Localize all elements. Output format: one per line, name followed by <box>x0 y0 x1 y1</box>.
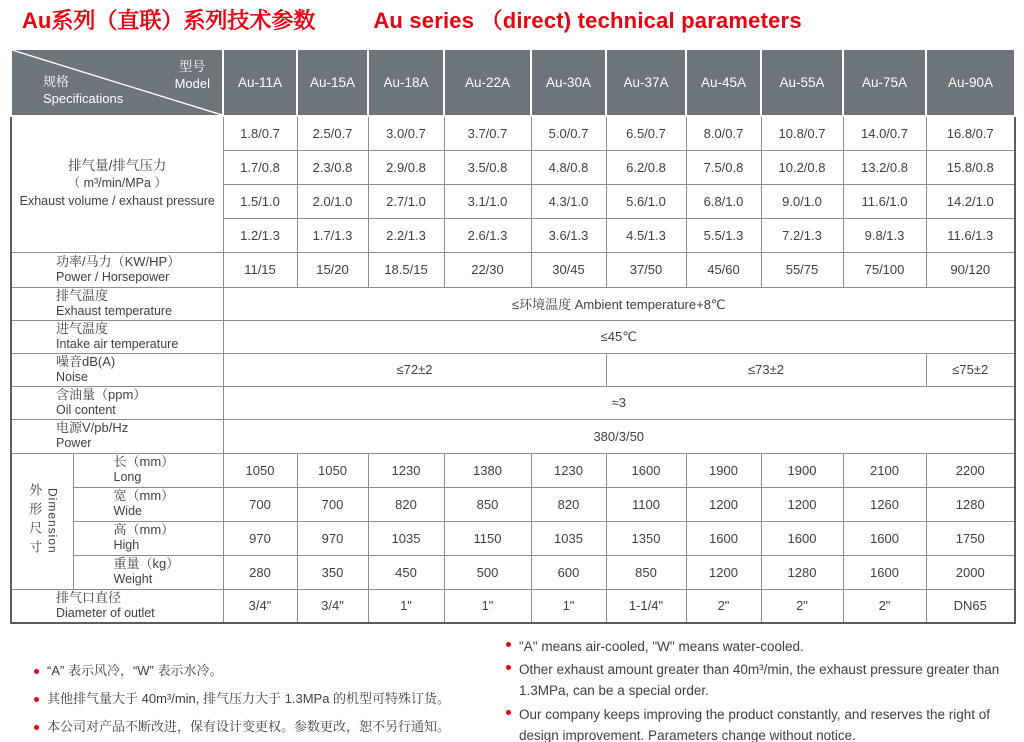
value-cell: 15.8/0.8 <box>926 150 1015 184</box>
value-cell: 3.6/1.3 <box>531 218 606 252</box>
value-cell: 4.3/1.0 <box>531 184 606 218</box>
model-header-cell: Au-18A <box>368 49 444 116</box>
power-supply-value: 380/3/50 <box>223 419 1015 453</box>
exhaust-row-1 <box>11 116 1015 150</box>
power-supply-row <box>11 419 1015 453</box>
noise-label: 噪音dB(A) Noise <box>11 353 223 386</box>
value-cell: 11/15 <box>223 252 297 287</box>
noise-value-1: ≤72±2 <box>223 353 606 386</box>
value-cell: 1.5/1.0 <box>223 184 297 218</box>
dimension-wide-row <box>11 487 1015 521</box>
value-cell: 1050 <box>297 453 368 487</box>
value-cell: 970 <box>297 521 368 555</box>
bullet-icon <box>34 725 39 730</box>
value-cell: 2.3/0.8 <box>297 150 368 184</box>
value-cell: 3/4" <box>297 589 368 623</box>
model-header-cell: Au-11A <box>223 49 297 116</box>
value-cell: 1280 <box>761 555 843 589</box>
value-cell: 1900 <box>686 453 761 487</box>
power-label: 功率/马力（KW/HP） Power / Horsepower <box>11 252 223 287</box>
value-cell: 2000 <box>926 555 1015 589</box>
value-cell: 90/120 <box>926 252 1015 287</box>
value-cell: 820 <box>368 487 444 521</box>
noise-value-2: ≤73±2 <box>606 353 926 386</box>
corner-cell <box>11 49 223 116</box>
model-header-cell: Au-22A <box>444 49 531 116</box>
value-cell: 1.7/0.8 <box>223 150 297 184</box>
value-cell: 850 <box>444 487 531 521</box>
value-cell: 1600 <box>606 453 686 487</box>
footnote-zh-3 <box>34 719 484 736</box>
value-cell: 15/20 <box>297 252 368 287</box>
value-cell: 1230 <box>368 453 444 487</box>
model-header-cell: Au-45A <box>686 49 761 116</box>
exhaust-label-en: Exhaust volume / exhaust pressure <box>19 194 215 209</box>
value-cell: 8.0/0.7 <box>686 116 761 150</box>
oil-content-row <box>11 386 1015 419</box>
corner-model-en: Model <box>174 75 210 91</box>
value-cell: 4.8/0.8 <box>531 150 606 184</box>
value-cell: 2" <box>843 589 926 623</box>
value-cell: 280 <box>223 555 297 589</box>
value-cell: 55/75 <box>761 252 843 287</box>
value-cell: 1" <box>444 589 531 623</box>
value-cell: 10.8/0.7 <box>761 116 843 150</box>
value-cell: 970 <box>223 521 297 555</box>
value-cell: 75/100 <box>843 252 926 287</box>
value-cell: 1380 <box>444 453 531 487</box>
dimension-long-row <box>11 453 1015 487</box>
value-cell: 2.6/1.3 <box>444 218 531 252</box>
value-cell: 500 <box>444 555 531 589</box>
bullet-icon <box>34 697 39 702</box>
value-cell: 1" <box>368 589 444 623</box>
intake-temp-label: 进气温度 Intake air temperature <box>11 320 223 353</box>
intake-temp-value: ≤45℃ <box>223 320 1015 353</box>
value-cell: 1900 <box>761 453 843 487</box>
power-supply-label: 电源V/pb/Hz Power <box>11 419 223 453</box>
value-cell: 3/4" <box>223 589 297 623</box>
footnote-en-1 <box>506 636 1016 657</box>
exhaust-label-unit: （ m³/min/MPa ） <box>67 176 167 191</box>
value-cell: 30/45 <box>531 252 606 287</box>
value-cell: 1" <box>531 589 606 623</box>
value-cell: 2.2/1.3 <box>368 218 444 252</box>
footnote-en-1-text: "A" means air-cooled, "W" means water-cooled. <box>519 639 804 654</box>
exhaust-temp-value: ≤环境温度 Ambient temperature+8℃ <box>223 287 1015 320</box>
value-cell: 2.0/1.0 <box>297 184 368 218</box>
value-cell: 2" <box>761 589 843 623</box>
value-cell: 1600 <box>761 521 843 555</box>
value-cell: 1200 <box>761 487 843 521</box>
dimension-label-zh: 外形尺寸 <box>27 483 43 559</box>
model-header-cell: Au-55A <box>761 49 843 116</box>
value-cell: 1.7/1.3 <box>297 218 368 252</box>
value-cell: 3.7/0.7 <box>444 116 531 150</box>
page-title <box>22 4 802 35</box>
value-cell: 2.9/0.8 <box>368 150 444 184</box>
value-cell: 1200 <box>686 555 761 589</box>
value-cell: 13.2/0.8 <box>843 150 926 184</box>
value-cell: 22/30 <box>444 252 531 287</box>
value-cell: 850 <box>606 555 686 589</box>
footnote-zh-3-text: 本公司对产品不断改进，保有设计变更权。参数更改，恕不另行通知。 <box>47 718 451 734</box>
value-cell: 1100 <box>606 487 686 521</box>
value-cell: 2.7/1.0 <box>368 184 444 218</box>
value-cell: 1150 <box>444 521 531 555</box>
value-cell: 1750 <box>926 521 1015 555</box>
value-cell: 2100 <box>843 453 926 487</box>
value-cell: 9.8/1.3 <box>843 218 926 252</box>
dimension-high-label: 高（mm） High <box>73 521 223 555</box>
oil-content-label: 含油量（ppm） Oil content <box>11 386 223 419</box>
power-row <box>11 252 1015 287</box>
value-cell: 1280 <box>926 487 1015 521</box>
dimension-weight-label: 重量（kg） Weight <box>73 555 223 589</box>
value-cell: 5.6/1.0 <box>606 184 686 218</box>
value-cell: 1600 <box>843 555 926 589</box>
value-cell: 14.2/1.0 <box>926 184 1015 218</box>
value-cell: 6.2/0.8 <box>606 150 686 184</box>
corner-spec-en: Specifications <box>43 91 124 107</box>
exhaust-volume-label <box>11 116 223 252</box>
value-cell: 18.5/15 <box>368 252 444 287</box>
value-cell: 1035 <box>531 521 606 555</box>
value-cell: 3.5/0.8 <box>444 150 531 184</box>
value-cell: 2" <box>686 589 761 623</box>
value-cell: 1600 <box>686 521 761 555</box>
model-header-cell: Au-37A <box>606 49 686 116</box>
value-cell: 1230 <box>531 453 606 487</box>
model-header-cell: Au-15A <box>297 49 368 116</box>
exhaust-label-zh: 排气量/排气压力 <box>68 158 167 174</box>
value-cell: 1260 <box>843 487 926 521</box>
corner-spec-zh: 规格 <box>43 74 70 90</box>
value-cell: 7.5/0.8 <box>686 150 761 184</box>
value-cell: 5.5/1.3 <box>686 218 761 252</box>
value-cell: 1-1/4" <box>606 589 686 623</box>
dimension-high-row <box>11 521 1015 555</box>
value-cell: 9.0/1.0 <box>761 184 843 218</box>
footnote-en-2 <box>506 659 1016 701</box>
footnote-en-3 <box>506 704 1016 742</box>
value-cell: 6.5/0.7 <box>606 116 686 150</box>
bullet-icon <box>506 710 511 715</box>
corner-model-zh: 型号 <box>179 59 206 74</box>
dimension-label-en: Dimension <box>45 488 60 554</box>
value-cell: 1200 <box>686 487 761 521</box>
dimension-weight-row <box>11 555 1015 589</box>
footnotes-english <box>506 636 1016 742</box>
value-cell: DN65 <box>926 589 1015 623</box>
value-cell: 3.1/1.0 <box>444 184 531 218</box>
exhaust-temp-row <box>11 287 1015 320</box>
spec-table <box>10 48 1016 624</box>
outlet-row <box>11 589 1015 623</box>
value-cell: 1.8/0.7 <box>223 116 297 150</box>
dimension-long-label: 长（mm） Long <box>73 453 223 487</box>
value-cell: 1.2/1.3 <box>223 218 297 252</box>
page-title-en: Au series （direct) technical parameters <box>373 8 802 33</box>
value-cell: 1350 <box>606 521 686 555</box>
value-cell: 7.2/1.3 <box>761 218 843 252</box>
value-cell: 1035 <box>368 521 444 555</box>
value-cell: 14.0/0.7 <box>843 116 926 150</box>
bullet-icon <box>506 665 511 670</box>
oil-content-value: ≈3 <box>223 386 1015 419</box>
value-cell: 11.6/1.0 <box>843 184 926 218</box>
value-cell: 4.5/1.3 <box>606 218 686 252</box>
model-header-row <box>11 49 1015 116</box>
corner-spec-label <box>43 74 123 108</box>
dimension-wide-label: 宽（mm） Wide <box>73 487 223 521</box>
value-cell: 1600 <box>843 521 926 555</box>
value-cell: 1050 <box>223 453 297 487</box>
dimension-group-label <box>11 453 73 589</box>
footnote-en-2-text: Other exhaust amount greater than 40m³/min, the exhaust pressure greater than 1.3MPa, can be a special order. <box>519 662 1000 699</box>
value-cell: 6.8/1.0 <box>686 184 761 218</box>
model-header-cell: Au-75A <box>843 49 926 116</box>
bullet-icon <box>506 642 511 647</box>
corner-model-label <box>175 59 210 93</box>
value-cell: 37/50 <box>606 252 686 287</box>
footnotes-chinese <box>34 663 484 742</box>
outlet-label: 排气口直径 Diameter of outlet <box>11 589 223 623</box>
value-cell: 2.5/0.7 <box>297 116 368 150</box>
model-header-cell: Au-90A <box>926 49 1015 116</box>
value-cell: 11.6/1.3 <box>926 218 1015 252</box>
value-cell: 600 <box>531 555 606 589</box>
value-cell: 10.2/0.8 <box>761 150 843 184</box>
exhaust-temp-label: 排气温度 Exhaust temperature <box>11 287 223 320</box>
value-cell: 700 <box>297 487 368 521</box>
noise-row <box>11 353 1015 386</box>
value-cell: 820 <box>531 487 606 521</box>
value-cell: 3.0/0.7 <box>368 116 444 150</box>
model-header-cell: Au-30A <box>531 49 606 116</box>
value-cell: 450 <box>368 555 444 589</box>
footnote-en-3-text: Our company keeps improving the product constantly, and reserves the right of design improvement. Parameters change without notice. <box>519 706 990 742</box>
value-cell: 2200 <box>926 453 1015 487</box>
value-cell: 700 <box>223 487 297 521</box>
page-title-zh: Au系列（直联）系列技术参数 <box>22 8 316 33</box>
value-cell: 350 <box>297 555 368 589</box>
footnote-zh-2-text: 其他排气量大于 40m³/min, 排气压力大于 1.3MPa 的机型可特殊订货。 <box>47 690 451 706</box>
bullet-icon <box>34 669 39 674</box>
footnote-zh-1-text: “A” 表示风冷，“W” 表示水冷。 <box>47 663 223 678</box>
footnote-zh-1 <box>34 663 484 680</box>
value-cell: 45/60 <box>686 252 761 287</box>
intake-temp-row <box>11 320 1015 353</box>
footnote-zh-2 <box>34 691 484 708</box>
value-cell: 16.8/0.7 <box>926 116 1015 150</box>
value-cell: 5.0/0.7 <box>531 116 606 150</box>
noise-value-3: ≤75±2 <box>926 353 1015 386</box>
